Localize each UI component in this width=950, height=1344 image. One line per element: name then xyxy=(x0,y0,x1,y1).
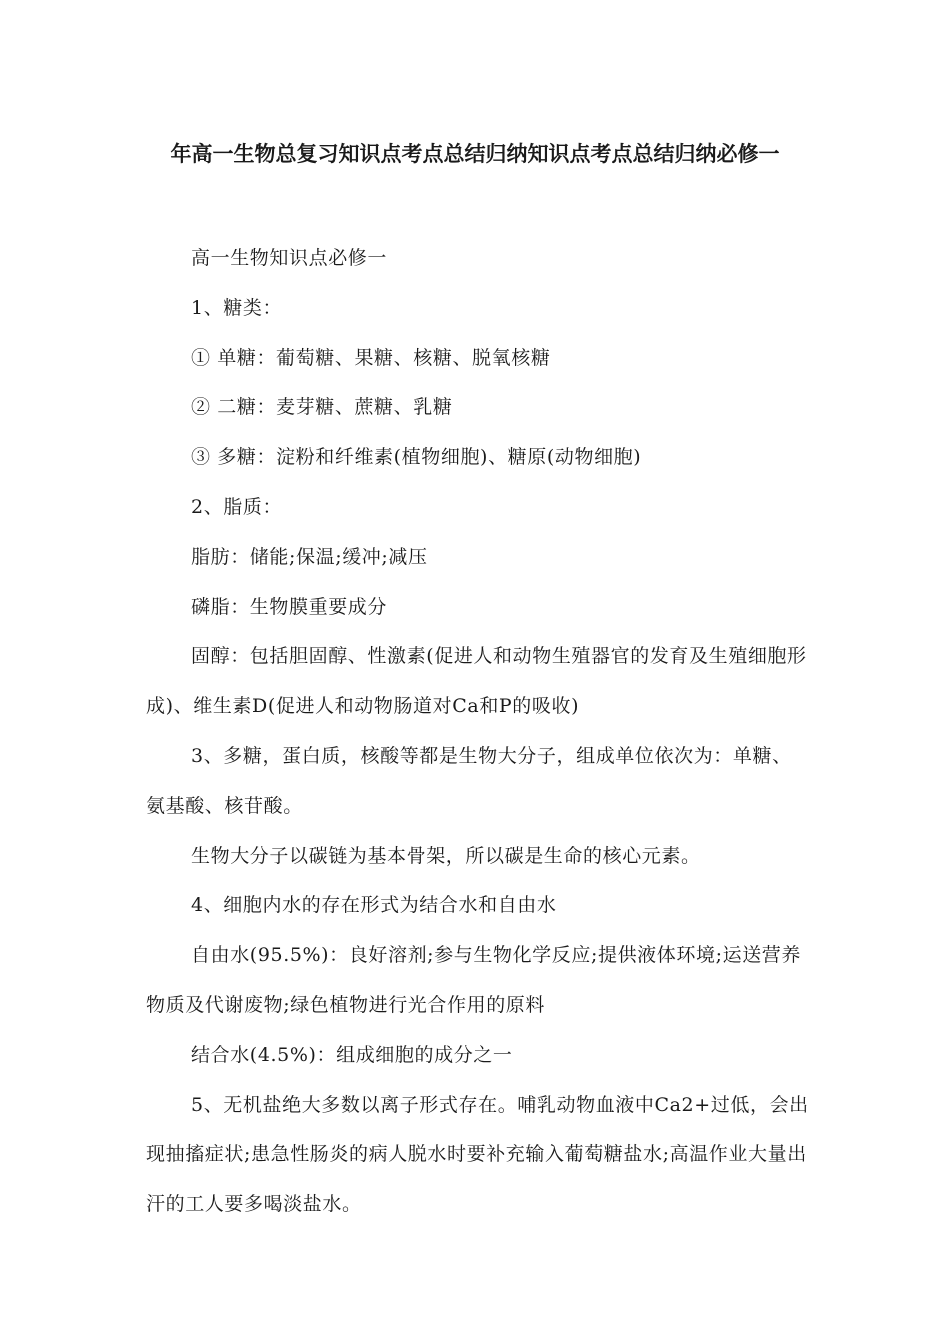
document-body xyxy=(146,234,810,1230)
paragraph-monosaccharides: ① 单糖：葡萄糖、果糖、核糖、脱氧核糖 xyxy=(191,346,551,369)
document-title: 年高一生物总复习知识点考点总结归纳知识点考点总结归纳必修一 xyxy=(170,142,780,166)
paragraph-carbohydrates: 1、糖类： xyxy=(191,296,283,319)
paragraph-macromolecules: 3、多糖，蛋白质，核酸等都是生物大分子，组成单位依次为：单糖、氨基酸、核苷酸。 xyxy=(146,744,792,817)
paragraph-water-forms: 4、细胞内水的存在形式为结合水和自由水 xyxy=(191,894,557,917)
paragraph-bound-water: 结合水(4.5%)：组成细胞的成分之一 xyxy=(191,1043,513,1066)
section-heading: 高一生物知识点必修一 xyxy=(191,247,388,269)
paragraph-lipids: 2、脂质： xyxy=(191,495,283,518)
paragraph-carbon-skeleton: 生物大分子以碳链为基本骨架，所以碳是生命的核心元素。 xyxy=(191,844,701,867)
paragraph-phospholipid: 磷脂：生物膜重要成分 xyxy=(191,595,388,618)
paragraph-disaccharides: ② 二糖：麦芽糖、蔗糖、乳糖 xyxy=(191,396,453,419)
paragraph-inorganic-salts: 5、无机盐绝大多数以离子形式存在。哺乳动物血液中Ca2+过低，会出现抽搐症状;患急性肠炎的病人脱水时要补充输入葡萄糖盐水;高温作业大量出汗的工人要多喝淡盐水。 xyxy=(146,1093,809,1216)
paragraph-polysaccharides: ③ 多糖：淀粉和纤维素(植物细胞)、糖原(动物细胞) xyxy=(191,446,642,469)
paragraph-sterol: 固醇：包括胆固醇、性激素(促进人和动物生殖器官的发育及生殖细胞形成)、维生素D(促进人和动物肠道对Ca和P的吸收) xyxy=(146,645,807,718)
paragraph-free-water: 自由水(95.5%)：良好溶剂;参与生物化学反应;提供液体环境;运送营养物质及代谢废物;绿色植物进行光合作用的原料 xyxy=(146,944,801,1016)
paragraph-fat: 脂肪：储能;保温;缓冲;减压 xyxy=(191,545,428,568)
